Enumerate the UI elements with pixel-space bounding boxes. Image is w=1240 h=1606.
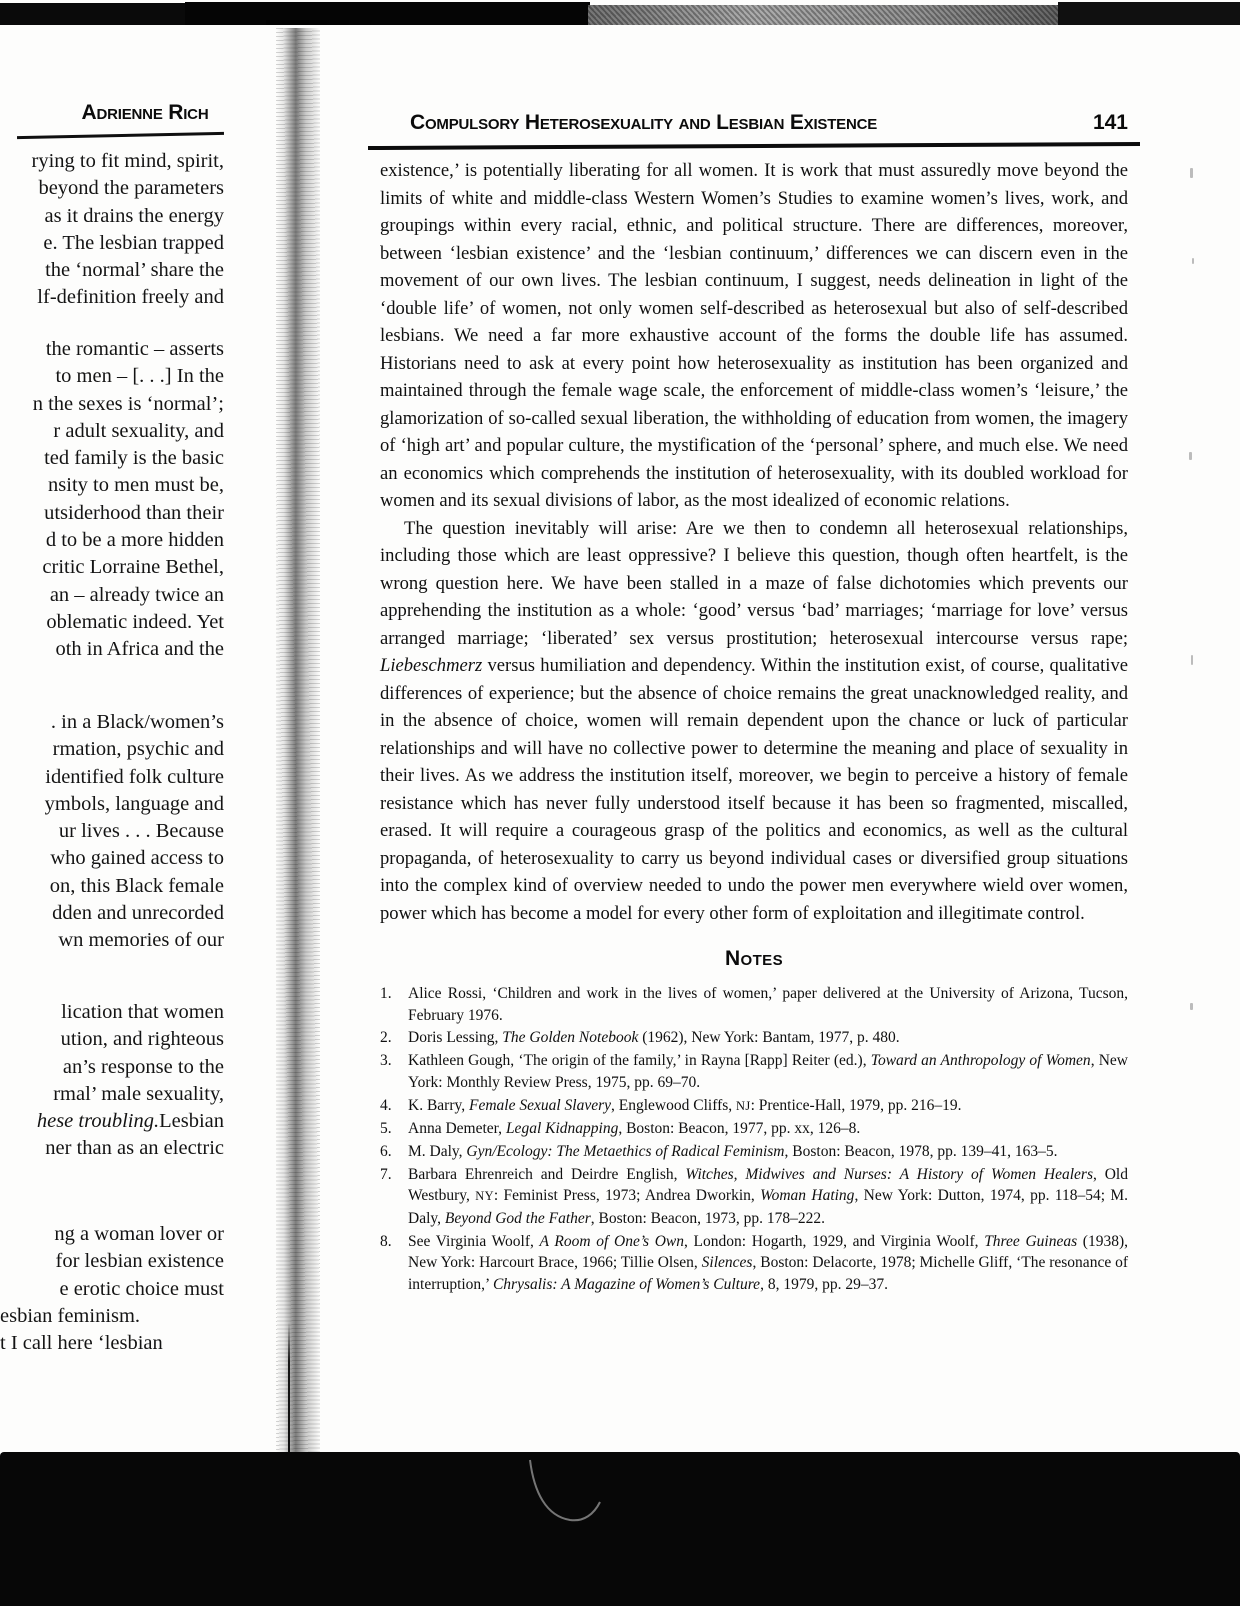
small-caps-text: NJ bbox=[736, 1098, 751, 1113]
cropped-text-line bbox=[0, 1083, 224, 1110]
cropped-text-line bbox=[0, 205, 224, 232]
note-item bbox=[380, 1095, 1128, 1118]
text-segment: See Virginia Woolf, bbox=[408, 1232, 540, 1250]
note-text bbox=[408, 1027, 1128, 1049]
text-segment: oth in Africa and the bbox=[55, 638, 224, 661]
text-segment: , Boston: Beacon, 1973, pp. 178–222. bbox=[590, 1210, 826, 1228]
cropped-text-line bbox=[0, 556, 224, 583]
italic-text: Beyond God the Father bbox=[444, 1210, 591, 1228]
cropped-text-line bbox=[0, 393, 224, 420]
small-caps-text: NY bbox=[475, 1189, 494, 1204]
text-segment: who gained access to bbox=[50, 847, 224, 870]
text-segment: , London: Hogarth, 1929, and Virginia Woolf, bbox=[683, 1232, 985, 1250]
text-segment: nsity to men must be, bbox=[48, 474, 224, 497]
text-segment: an’s response to the bbox=[62, 1055, 224, 1078]
cropped-text-line bbox=[0, 286, 224, 313]
right-head-rule bbox=[368, 142, 1140, 150]
text-segment: n the sexes is ‘normal’; bbox=[32, 392, 224, 415]
text-segment: : Prentice-Hall, 1979, pp. 216–19. bbox=[750, 1096, 962, 1114]
main-text-column bbox=[380, 157, 1128, 1297]
text-segment: ner than as an electric bbox=[45, 1137, 224, 1160]
italic-text: hese troubling. bbox=[36, 1110, 160, 1133]
text-segment: e erotic choice must bbox=[59, 1277, 224, 1300]
text-segment: rmation, psychic and bbox=[52, 738, 224, 761]
cropped-text-line bbox=[0, 1137, 224, 1164]
cropped-text-line bbox=[0, 638, 224, 665]
note-number: 2. bbox=[380, 1029, 392, 1047]
note-number: 1. bbox=[380, 985, 392, 1002]
text-segment: , New York: Monthly Review Press, 1975, pp. 69–70. bbox=[408, 1052, 1128, 1091]
note-text bbox=[408, 1141, 1128, 1163]
text-segment: Doris Lessing, bbox=[408, 1029, 503, 1047]
note-item bbox=[380, 1027, 1128, 1049]
cropped-text-line bbox=[0, 502, 224, 529]
text-segment: utsiderhood than their bbox=[44, 501, 224, 524]
note-item bbox=[380, 1164, 1128, 1230]
cropped-text-line bbox=[0, 447, 224, 474]
text-segment: for lesbian existence bbox=[55, 1250, 224, 1273]
italic-text: A Room of One’s Own bbox=[539, 1232, 684, 1250]
text-segment: , Old Westbury, bbox=[408, 1165, 1128, 1205]
text-segment: on, this Black female bbox=[49, 874, 224, 897]
text-segment: ution, and righteous bbox=[60, 1028, 224, 1051]
note-number: 7. bbox=[380, 1165, 392, 1183]
text-segment: identified folk culture bbox=[45, 765, 224, 788]
italic-text: Silences bbox=[701, 1254, 753, 1272]
italic-text: Witches, Midwives and Nurses: A History of Women Healers bbox=[685, 1165, 1093, 1183]
text-segment: wn memories of our bbox=[58, 929, 224, 952]
text-segment: existence,’ is potentially liberating for all women. It is work that must assuredly move beyond the limits of white and middle-class Western Women’s Studies to examine women’s lives, work, and groupings within every racial, ethnic, and political structure. There are differences, moreover, between ‘lesbian existence’ and the ‘lesbian continuum,’ differences we can discern even in the movement of our own lives. The lesbian continuum, I suggest, needs delineation in light of the ‘double life’ of women, not only women self-described as heterosexual but also of self-described lesbians. We need a far more exhaustive account of the forms the double life has assumed. Historians need to ask at every point how heterosexuality as institution has been organized and maintained through the female wage scale, the enforcement of middle-class women’s ‘leisure,’ the glamorization of so-called sexual liberation, the withholding of education from women, the imagery of ‘high art’ and popular culture, the mystification of the ‘personal’ sphere, and much else. We need an economics which comprehends the institution of heterosexuality, with its doubled workload for women and its sexual divisions of labor, as the most idealized of economic relations. bbox=[380, 160, 1128, 511]
text-segment: Alice Rossi, ‘Children and work in the lives of women,’ paper delivered at the University of Arizona, Tucson, February 1976. bbox=[408, 985, 1128, 1024]
note-item bbox=[380, 1231, 1128, 1296]
cropped-text-line bbox=[0, 875, 224, 902]
text-segment: ted family is the basic bbox=[44, 447, 224, 470]
cropped-text-line bbox=[0, 766, 224, 793]
cropped-text-line bbox=[0, 1250, 224, 1277]
text-segment: rying to fit mind, spirit, bbox=[31, 150, 224, 172]
left-page-text-group bbox=[0, 1001, 224, 1165]
note-number: 5. bbox=[380, 1120, 392, 1138]
note-number: 4. bbox=[380, 1096, 392, 1114]
text-segment: dden and unrecorded bbox=[52, 902, 224, 925]
text-segment: The question inevitably will arise: Are we then to condemn all heterosexual relationships, including those which are least oppressive? I believe this question, though often heartfelt, is the wrong question here. We have been stalled in a maze of false dichotomies which prevents our apprehending the institution as a whole: ‘good’ versus ‘bad’ marriages; ‘marriage for love’ versus arranged marriage; ‘liberated’ sex versus prostitution; heterosexual intercourse versus rape; bbox=[380, 517, 1128, 649]
body-paragraph bbox=[380, 157, 1128, 515]
scan-artifact-bottom-bar bbox=[0, 1452, 1240, 1606]
text-segment: ymbols, language and bbox=[44, 792, 224, 815]
cropped-text-line bbox=[0, 1332, 224, 1359]
italic-text: Legal Kidnapping bbox=[505, 1120, 619, 1138]
body-text bbox=[380, 157, 1128, 927]
text-segment: M. Daly, bbox=[408, 1142, 467, 1160]
text-segment: lication that women bbox=[61, 1001, 224, 1023]
text-segment: an – already twice an bbox=[49, 583, 224, 606]
text-segment: Anna Demeter, bbox=[408, 1120, 506, 1138]
cropped-text-line bbox=[0, 1278, 224, 1305]
cropped-text-line bbox=[0, 150, 224, 177]
scan-scratch-mark bbox=[524, 1458, 614, 1538]
right-page bbox=[282, 25, 1240, 1452]
cropped-text-line bbox=[0, 1223, 224, 1250]
text-segment: . in a Black/women’s bbox=[50, 711, 224, 733]
body-paragraph bbox=[380, 515, 1128, 928]
right-running-head-row bbox=[410, 111, 1128, 135]
text-segment: as it drains the energy bbox=[44, 204, 224, 227]
cropped-text-line bbox=[0, 365, 224, 392]
notes-heading: Notes bbox=[724, 947, 783, 970]
note-text bbox=[408, 1231, 1128, 1296]
left-page-text-group bbox=[0, 150, 224, 314]
italic-text: Gyn/Ecology: The Metaethics of Radical Feminism bbox=[466, 1142, 785, 1160]
spine-line bbox=[288, 1322, 290, 1454]
cropped-text-line bbox=[0, 474, 224, 501]
text-segment: r adult sexuality, and bbox=[53, 419, 224, 442]
text-segment: K. Barry, bbox=[408, 1096, 469, 1114]
cropped-text-line bbox=[0, 738, 224, 765]
left-head-rule bbox=[17, 132, 224, 139]
text-segment: ur lives . . . Because bbox=[58, 820, 224, 843]
text-segment: , Englewood Cliffs, bbox=[611, 1096, 737, 1114]
text-segment: beyond the parameters bbox=[38, 177, 224, 200]
cropped-text-line bbox=[0, 793, 224, 820]
italic-text: Liebeschmerz bbox=[380, 655, 483, 676]
note-number: 6. bbox=[380, 1142, 392, 1160]
cropped-text-line bbox=[0, 929, 224, 956]
cropped-text-line bbox=[0, 529, 224, 556]
italic-text: Chrysalis: A Magazine of Women’s Culture bbox=[492, 1276, 761, 1294]
cropped-text-line bbox=[0, 820, 224, 847]
cropped-text-line bbox=[0, 232, 224, 259]
text-segment: , 8, 1979, pp. 29–37. bbox=[760, 1276, 888, 1294]
italic-text: The Golden Notebook bbox=[502, 1029, 639, 1047]
italic-text: Female Sexual Slavery bbox=[468, 1096, 612, 1114]
italic-text: Three Guineas bbox=[984, 1232, 1078, 1250]
notes-list bbox=[380, 983, 1128, 1296]
text-segment: : Feminist Press, 1973; Andrea Dworkin, bbox=[493, 1187, 761, 1205]
text-segment: t I call here ‘lesbian bbox=[0, 1332, 163, 1355]
note-item bbox=[380, 1118, 1128, 1140]
text-segment: , Boston: Beacon, 1977, pp. xx, 126–8. bbox=[618, 1120, 861, 1138]
cropped-text-line bbox=[0, 1110, 224, 1137]
scan-speckle bbox=[1192, 258, 1194, 264]
text-segment: , New York: Dutton, 1974, pp. 118–54; M. Daly, bbox=[408, 1187, 1128, 1228]
text-segment: esbian feminism. bbox=[0, 1304, 141, 1327]
text-segment: e. The lesbian trapped bbox=[43, 231, 224, 254]
left-page bbox=[0, 25, 282, 1452]
cropped-text-line bbox=[0, 584, 224, 611]
text-segment: ng a woman lover or bbox=[54, 1223, 224, 1245]
text-segment: versus humiliation and dependency. Within the institution exist, of course, qualitative differences of experience; but the absence of choice remains the great unacknowledged reality, and in the absence of choice, women will remain dependent upon the chance or luck of particular relationships and will have no collective power to determine the meaning and place of sexuality in their lives. As we address the institution itself, moreover, we begin to perceive a history of female resistance which has never fully understood itself because it has been so fragmented, miscalled, erased. It will require a courageous grasp of the politics and economics, as well as the cultural propaganda, of heterosexuality to carry us beyond individual cases or diversified group situations into the complex kind of overview needed to undo the power men everywhere wield over women, power which has become a model for every other form of exploitation and illegitimate control. bbox=[380, 655, 1128, 924]
cropped-text-line bbox=[0, 711, 224, 738]
italic-text: Woman Hating bbox=[760, 1187, 855, 1205]
cropped-text-line bbox=[0, 177, 224, 204]
scan-speckle bbox=[1190, 168, 1193, 178]
text-segment: Lesbian bbox=[159, 1110, 224, 1133]
text-segment: lf-definition freely and bbox=[37, 286, 224, 309]
cropped-text-line bbox=[0, 611, 224, 638]
text-segment: critic Lorraine Bethel, bbox=[42, 556, 224, 579]
text-segment: (1962), New York: Bantam, 1977, p. 480. bbox=[638, 1029, 900, 1047]
left-page-text-group bbox=[0, 1223, 224, 1359]
scan-speckle bbox=[1191, 655, 1193, 665]
cropped-text-line bbox=[0, 259, 224, 286]
note-item bbox=[380, 1141, 1128, 1163]
italic-text: Toward an Anthropology of Women bbox=[870, 1052, 1091, 1070]
text-segment: rmal’ male sexuality, bbox=[53, 1082, 224, 1105]
text-segment: oblematic indeed. Yet bbox=[46, 610, 224, 633]
cropped-text-line bbox=[0, 847, 224, 874]
note-text bbox=[408, 1095, 1128, 1118]
scan-speckle bbox=[1189, 452, 1192, 460]
cropped-text-line bbox=[0, 1001, 224, 1028]
cropped-text-line bbox=[0, 420, 224, 447]
text-segment: the ‘normal’ share the bbox=[45, 259, 224, 282]
text-segment: d to be a more hidden bbox=[45, 529, 224, 552]
note-text bbox=[408, 1164, 1128, 1230]
text-segment: Kathleen Gough, ‘The origin of the family,’ in Rayna [Rapp] Reiter (ed.), bbox=[408, 1052, 871, 1070]
note-text bbox=[408, 1050, 1128, 1093]
note-text bbox=[408, 983, 1128, 1026]
note-number: 8. bbox=[380, 1232, 392, 1250]
cropped-text-line bbox=[0, 902, 224, 929]
scan-speckle bbox=[1190, 1003, 1193, 1010]
page-number: 141 bbox=[1092, 111, 1128, 134]
note-text bbox=[408, 1118, 1128, 1140]
left-page-text-group bbox=[0, 711, 224, 957]
text-segment: , Boston: Beacon, 1978, pp. 139–41, 163–5. bbox=[784, 1142, 1058, 1160]
cropped-text-line bbox=[0, 1056, 224, 1083]
cropped-text-line bbox=[0, 1305, 224, 1332]
text-segment: (1938), New York: Harcourt Brace, 1966; Tillie Olsen, bbox=[408, 1232, 1129, 1272]
note-number: 3. bbox=[380, 1052, 392, 1070]
text-segment: to men – [. . .] In the bbox=[55, 365, 224, 388]
text-segment: Barbara Ehrenreich and Deirdre English, bbox=[408, 1165, 686, 1183]
cropped-text-line bbox=[0, 1028, 224, 1055]
left-page-text-group bbox=[0, 338, 224, 666]
right-running-head: Compulsory Heterosexuality and Lesbian Existence bbox=[410, 111, 878, 134]
note-item bbox=[380, 1050, 1128, 1093]
text-segment: , Boston: Delacorte, 1978; Michelle Gliff, ‘The resonance of interruption,’ bbox=[408, 1254, 1128, 1294]
note-item bbox=[380, 983, 1128, 1026]
left-running-head: Adrienne Rich bbox=[81, 101, 209, 124]
text-segment: the romantic – asserts bbox=[45, 338, 224, 360]
cropped-text-line bbox=[0, 338, 224, 365]
